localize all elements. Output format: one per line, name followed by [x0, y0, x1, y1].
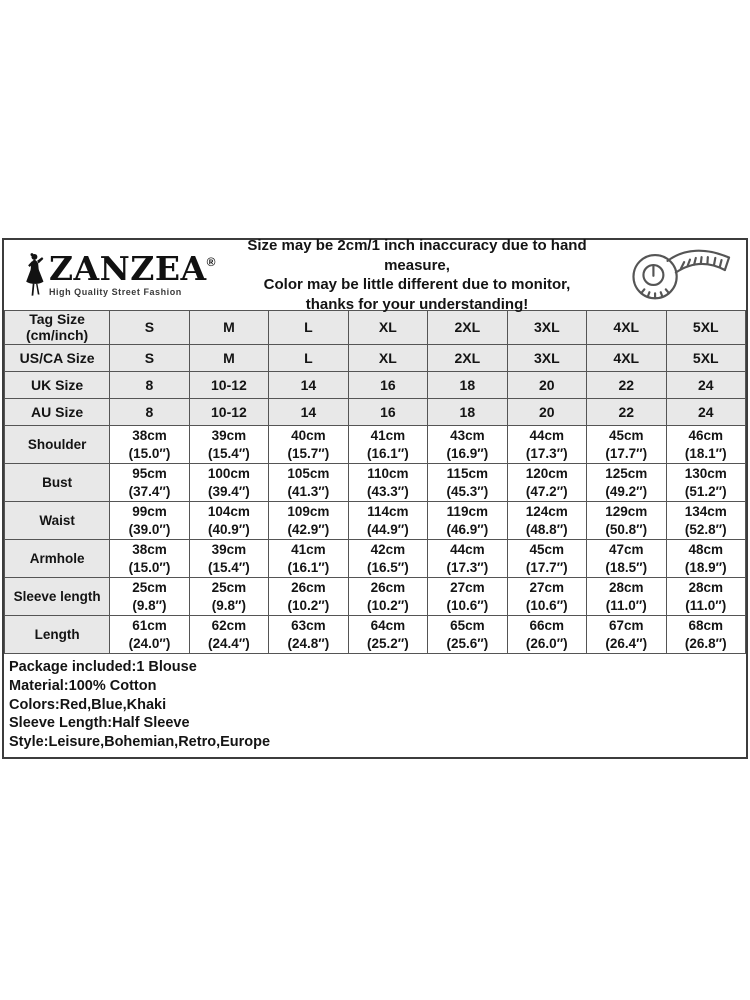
size-cell: 20: [507, 372, 586, 399]
row-label: UK Size: [5, 372, 110, 399]
measurement-cell: 39cm (15.4″): [189, 426, 268, 464]
measurement-cell: 115cm (45.3″): [428, 464, 507, 502]
table-row: [5, 616, 746, 654]
registered-mark: ®: [206, 255, 216, 270]
size-guide-sheet: [2, 238, 748, 759]
size-cell: M: [189, 345, 268, 372]
size-column-header: XL: [348, 311, 427, 345]
size-column-header: 5XL: [666, 311, 746, 345]
size-cell: 24: [666, 372, 746, 399]
header-band: [4, 237, 746, 313]
measurement-cell: 27cm (10.6″): [507, 578, 586, 616]
size-cell: S: [110, 345, 189, 372]
measurement-cell: 26cm (10.2″): [269, 578, 348, 616]
measurement-cell: 66cm (26.0″): [507, 616, 586, 654]
size-column-header: L: [269, 311, 348, 345]
size-cell: 22: [587, 399, 666, 426]
notice-text: [216, 236, 622, 314]
size-cell: 16: [348, 372, 427, 399]
measurement-cell: 110cm (43.3″): [348, 464, 427, 502]
size-cell: L: [269, 345, 348, 372]
woman-silhouette-icon: [24, 237, 46, 313]
measurement-cell: 45cm (17.7″): [507, 540, 586, 578]
measurement-cell: 44cm (17.3″): [507, 426, 586, 464]
size-cell: 10-12: [189, 399, 268, 426]
row-label: Sleeve length: [5, 578, 110, 616]
size-cell: 8: [110, 399, 189, 426]
measurement-cell: 26cm (10.2″): [348, 578, 427, 616]
table-row: [5, 426, 746, 464]
measurement-cell: 130cm (51.2″): [666, 464, 746, 502]
size-cell: 18: [428, 372, 507, 399]
measurement-cell: 104cm (40.9″): [189, 502, 268, 540]
size-cell: 18: [428, 399, 507, 426]
measurement-cell: 65cm (25.6″): [428, 616, 507, 654]
notice-line-1: Size may be 2cm/1 inch inaccuracy due to hand measure,: [247, 237, 587, 274]
measurement-cell: 63cm (24.8″): [269, 616, 348, 654]
table-row-tag-size: [5, 311, 746, 345]
measurement-cell: 114cm (44.9″): [348, 502, 427, 540]
measurement-cell: 25cm (9.8″): [110, 578, 189, 616]
size-cell: 22: [587, 372, 666, 399]
measurement-cell: 38cm (15.0″): [110, 426, 189, 464]
notice-line-3: thanks for your understanding!: [305, 295, 529, 313]
measurement-cell: 95cm (37.4″): [110, 464, 189, 502]
row-label: Shoulder: [5, 426, 110, 464]
measurement-cell: 67cm (26.4″): [587, 616, 666, 654]
size-cell: 5XL: [666, 345, 746, 372]
material-line: Material:100% Cotton: [9, 677, 157, 694]
size-cell: 16: [348, 399, 427, 426]
measurement-cell: 129cm (50.8″): [587, 502, 666, 540]
size-column-header: 3XL: [507, 311, 586, 345]
table-row: [5, 399, 746, 426]
size-column-header: M: [189, 311, 268, 345]
brand-logo: [24, 237, 216, 313]
size-column-header: S: [110, 311, 189, 345]
tape-measure-icon: [626, 243, 734, 307]
measurement-cell: 41cm (16.1″): [348, 426, 427, 464]
table-row: [5, 540, 746, 578]
measurement-cell: 38cm (15.0″): [110, 540, 189, 578]
style-line: Style:Leisure,Bohemian,Retro,Europe: [9, 734, 271, 751]
measurement-cell: 125cm (49.2″): [587, 464, 666, 502]
measurement-cell: 119cm (46.9″): [428, 502, 507, 540]
brand-tagline: High Quality Street Fashion: [48, 286, 182, 297]
table-row: [5, 502, 746, 540]
size-cell: 24: [666, 399, 746, 426]
measurement-cell: 99cm (39.0″): [110, 502, 189, 540]
size-chart-table-body: [5, 311, 746, 654]
measurement-cell: 62cm (24.4″): [189, 616, 268, 654]
row-label: US/CA Size: [5, 345, 110, 372]
measurement-cell: 41cm (16.1″): [269, 540, 348, 578]
tape-measure-wrap: [622, 243, 734, 307]
size-cell: 20: [507, 399, 586, 426]
row-label: Bust: [5, 464, 110, 502]
table-row: [5, 578, 746, 616]
brand-name: ZANZEA®: [48, 249, 216, 289]
measurement-cell: 25cm (9.8″): [189, 578, 268, 616]
size-cell: 4XL: [587, 345, 666, 372]
size-cell: 14: [269, 399, 348, 426]
product-details: [4, 654, 746, 757]
measurement-cell: 46cm (18.1″): [666, 426, 746, 464]
size-chart-table: [4, 310, 746, 654]
brand-text: [48, 249, 216, 297]
table-row: [5, 464, 746, 502]
size-cell: 2XL: [428, 345, 507, 372]
size-column-header: 2XL: [428, 311, 507, 345]
measurement-cell: 42cm (16.5″): [348, 540, 427, 578]
measurement-cell: 48cm (18.9″): [666, 540, 746, 578]
size-cell: 3XL: [507, 345, 586, 372]
size-cell: XL: [348, 345, 427, 372]
size-cell: 10-12: [189, 372, 268, 399]
measurement-cell: 120cm (47.2″): [507, 464, 586, 502]
measurement-cell: 100cm (39.4″): [189, 464, 268, 502]
table-row: [5, 345, 746, 372]
measurement-cell: 28cm (11.0″): [666, 578, 746, 616]
table-row: [5, 372, 746, 399]
measurement-cell: 43cm (16.9″): [428, 426, 507, 464]
measurement-cell: 105cm (41.3″): [269, 464, 348, 502]
measurement-cell: 45cm (17.7″): [587, 426, 666, 464]
package-included-line: Package included:1 Blouse: [9, 659, 197, 675]
measurement-cell: 47cm (18.5″): [587, 540, 666, 578]
row-label: Waist: [5, 502, 110, 540]
measurement-cell: 28cm (11.0″): [587, 578, 666, 616]
size-cell: 8: [110, 372, 189, 399]
row-label: AU Size: [5, 399, 110, 426]
measurement-cell: 64cm (25.2″): [348, 616, 427, 654]
measurement-cell: 134cm (52.8″): [666, 502, 746, 540]
measurement-cell: 109cm (42.9″): [269, 502, 348, 540]
measurement-cell: 124cm (48.8″): [507, 502, 586, 540]
measurement-cell: 39cm (15.4″): [189, 540, 268, 578]
size-cell: 14: [269, 372, 348, 399]
measurement-cell: 44cm (17.3″): [428, 540, 507, 578]
measurement-cell: 61cm (24.0″): [110, 616, 189, 654]
measurement-cell: 27cm (10.6″): [428, 578, 507, 616]
size-column-header: 4XL: [587, 311, 666, 345]
measurement-cell: 68cm (26.8″): [666, 616, 746, 654]
sleeve-length-line: Sleeve Length:Half Sleeve: [9, 715, 190, 732]
colors-line: Colors:Red,Blue,Khaki: [9, 696, 167, 713]
row-label-tag-size: Tag Size (cm/inch): [5, 311, 110, 345]
row-label: Armhole: [5, 540, 110, 578]
notice-line-2: Color may be little different due to monitor,: [263, 276, 571, 293]
measurement-cell: 40cm (15.7″): [269, 426, 348, 464]
row-label: Length: [5, 616, 110, 654]
